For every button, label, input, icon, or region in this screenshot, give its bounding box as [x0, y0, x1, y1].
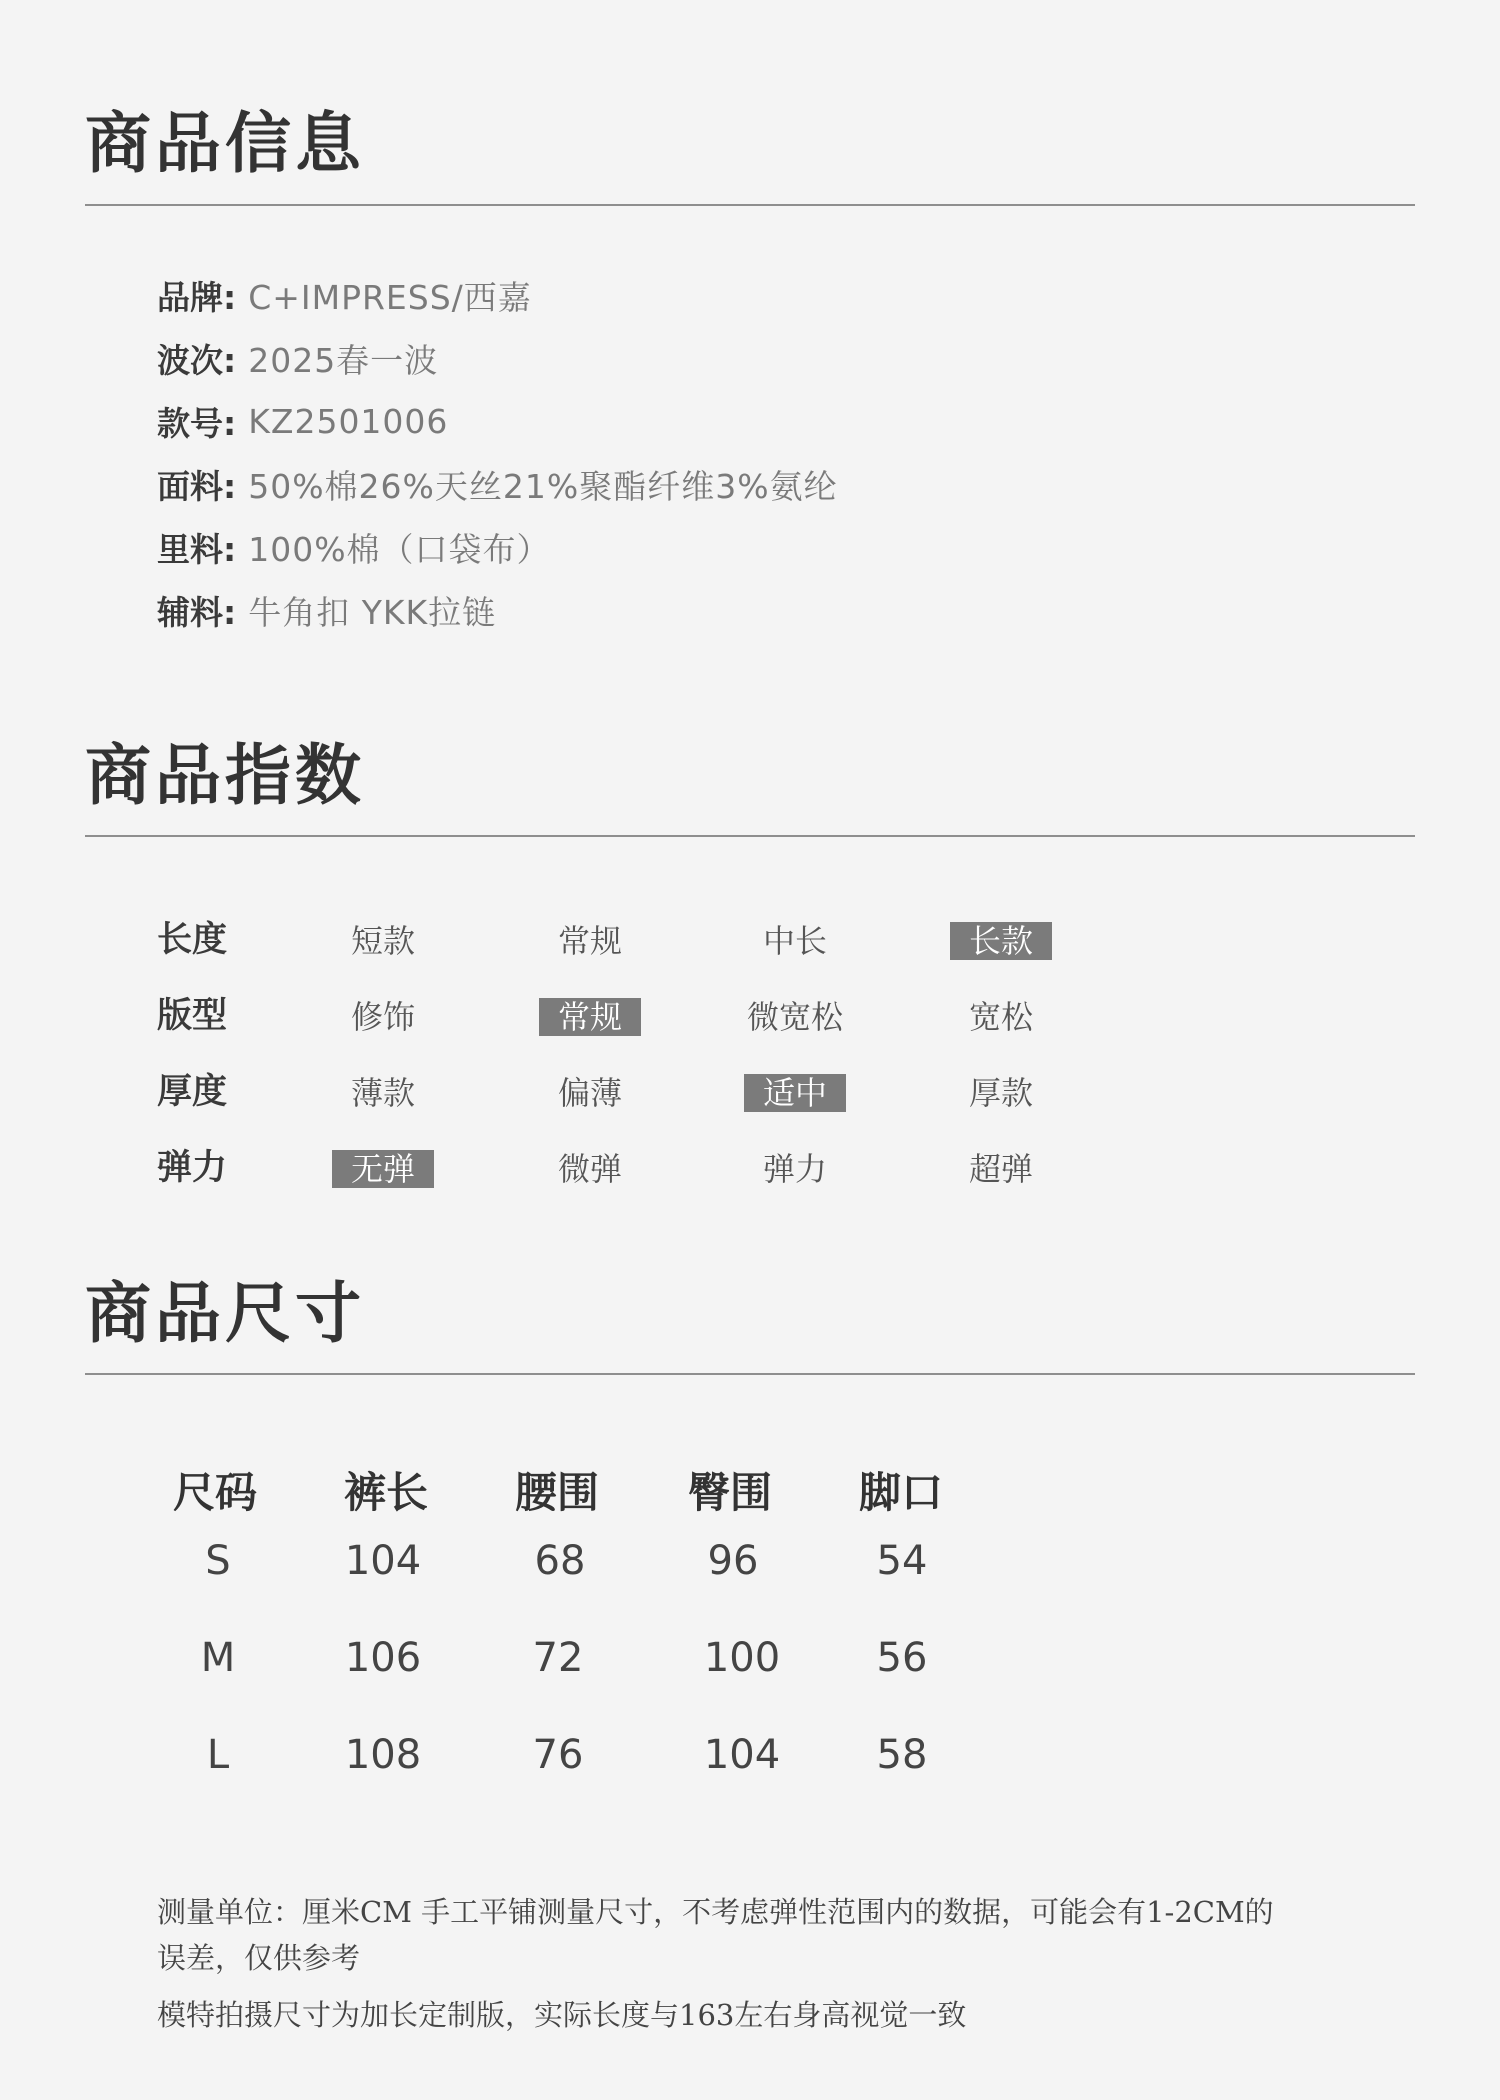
size-table-header: 尺码 [172, 1468, 257, 1517]
info-row-accessories [157, 579, 838, 642]
info-row-fabric [157, 453, 838, 516]
info-value: KZ2501006 [248, 402, 449, 441]
model-note: 模特拍摄尺寸为加长定制版，实际长度与163左右身高视觉一致 [157, 1998, 967, 2032]
size-table-cell: S [205, 1538, 231, 1584]
index-option: 超弹 [968, 1150, 1033, 1188]
index-label: 厚度 [157, 1071, 228, 1112]
info-value: 50%棉26%天丝21%聚酯纤维3%氨纶 [248, 467, 838, 506]
index-option: 长款 [950, 922, 1052, 960]
index-option: 常规 [557, 922, 622, 960]
size-table-cell: 96 [707, 1538, 759, 1584]
index-option: 修饰 [350, 998, 415, 1036]
size-table-header: 臀围 [687, 1468, 772, 1517]
info-divider [85, 204, 1415, 206]
size-table-cell: 72 [532, 1635, 584, 1681]
info-section-title: 商品信息 [85, 104, 365, 182]
info-label: 辅料: [157, 593, 237, 632]
index-option: 微宽松 [746, 998, 843, 1036]
size-table-cell: 56 [876, 1635, 928, 1681]
index-label: 长度 [157, 919, 228, 960]
size-table-cell: 68 [534, 1538, 586, 1584]
index-option: 适中 [744, 1074, 846, 1112]
info-row-style-number [157, 390, 838, 453]
index-divider [85, 835, 1415, 837]
index-option: 厚款 [968, 1074, 1033, 1112]
index-option: 薄款 [350, 1074, 415, 1112]
size-table-cell: 76 [532, 1732, 584, 1778]
size-table-cell: 100 [703, 1635, 781, 1681]
index-option: 无弹 [332, 1150, 434, 1188]
size-table-cell: M [200, 1635, 236, 1681]
size-table-cell: 108 [344, 1732, 422, 1778]
info-row-brand [157, 264, 838, 327]
index-option: 微弹 [557, 1150, 622, 1188]
info-value: 牛角扣 YKK拉链 [248, 593, 497, 632]
index-option: 短款 [350, 922, 415, 960]
size-table-header: 腰围 [514, 1468, 599, 1517]
info-label: 款号: [157, 404, 237, 443]
size-table-cell: 58 [876, 1732, 928, 1778]
index-option: 宽松 [968, 998, 1033, 1036]
info-row-season [157, 327, 838, 390]
index-option: 中长 [762, 922, 827, 960]
size-table-cell: 104 [703, 1732, 781, 1778]
info-label: 面料: [157, 467, 237, 506]
index-label: 版型 [157, 995, 228, 1036]
size-table-cell: L [206, 1732, 230, 1778]
index-option: 弹力 [762, 1150, 827, 1188]
size-table-header: 脚口 [858, 1468, 943, 1517]
measurement-note: 测量单位：厘米CM 手工平铺测量尺寸，不考虑弹性范围内的数据，可能会有1-2CM的误差，仅供参考 [157, 1895, 1274, 1975]
info-label: 波次: [157, 341, 237, 380]
size-section-title: 商品尺寸 [85, 1274, 365, 1352]
info-value: 2025春一波 [248, 341, 439, 380]
index-label: 弹力 [157, 1147, 228, 1188]
index-section-title: 商品指数 [85, 736, 365, 814]
index-option: 偏薄 [557, 1074, 622, 1112]
info-row-lining [157, 516, 838, 579]
size-table-cell: 106 [344, 1635, 422, 1681]
size-divider [85, 1373, 1415, 1375]
info-label: 里料: [157, 530, 237, 569]
info-label: 品牌: [157, 278, 237, 317]
info-value: 100%棉（口袋布） [248, 530, 551, 569]
info-value: C+IMPRESS/西嘉 [248, 278, 532, 317]
size-table-header: 裤长 [343, 1468, 428, 1517]
size-table-cell: 104 [344, 1538, 422, 1584]
product-info-list [157, 264, 838, 642]
index-option: 常规 [539, 998, 641, 1036]
size-table-cell: 54 [876, 1538, 928, 1584]
